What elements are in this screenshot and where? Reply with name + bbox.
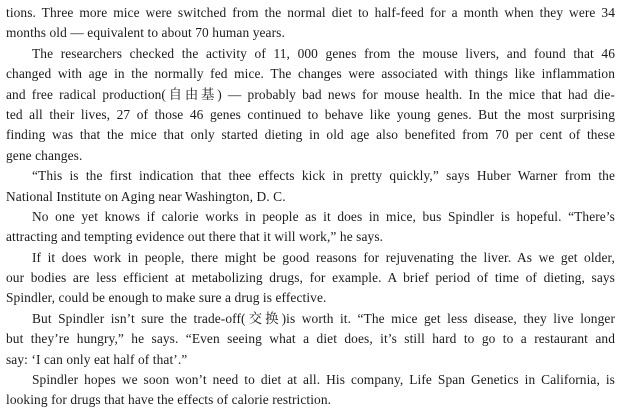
text-line: finding was that the mice that only started dieting in old age also benefited from 70 per cent of these bbox=[6, 127, 615, 143]
text-line: The researchers checked the activity of 11, 000 genes from the mouse livers, and found that 46 bbox=[32, 45, 615, 61]
text-line: looking for drugs that have the effects of calorie restriction. bbox=[6, 392, 332, 408]
text-line: our bodies are less efficient at metabolizing drugs, for example. A brief period of time of dieting, says bbox=[6, 270, 615, 286]
text-line: months old — equivalent to about 70 human years. bbox=[6, 25, 285, 41]
text-line: say: ‘I can only eat half of that’.” bbox=[6, 351, 188, 367]
text-line: and free radical production(自由基) — probably bad news for mouse health. In the mice that had die- bbox=[6, 86, 615, 102]
text-line: gene changes. bbox=[6, 147, 83, 163]
text-line: National Institute on Aging near Washington, D. C. bbox=[6, 188, 286, 204]
text-line: changed with age in the normally fed mice. The changes were associated with things like inflammation bbox=[6, 66, 615, 82]
text-line: If it does work in people, there might be good reasons for rejuvenating the liver. As we get older, bbox=[32, 249, 615, 265]
text-line: but they’re hungry,” he says. “Even seeing what a diet does, it’s still hard to go to a restaurant and bbox=[6, 331, 615, 347]
text-line: ted all their lives, 27 of those 46 genes continued to behave like young genes. But the most surprising bbox=[6, 106, 615, 122]
text-line: “This is the first indication that thee effects kick in pretty quickly,” says Huber Warner from the bbox=[32, 168, 615, 184]
text-line: attracting and tempting evidence out there that it will work,” he says. bbox=[6, 229, 384, 245]
text-line: But Spindler isn’t sure the trade-off(交换)is worth it. “The mice get less disease, they live longer bbox=[32, 310, 615, 326]
text-line: Spindler, could be enough to make sure a drug is effective. bbox=[6, 290, 327, 306]
text-line: No one yet knows if calorie works in people as it does in mice, bus Spindler is hopeful. “There’s bbox=[32, 208, 615, 224]
text-line: Spindler hopes we soon won’t need to diet at all. His company, Life Span Genetics in California, is bbox=[32, 372, 615, 388]
text-line: tions. Three more mice were switched from the normal diet to half-feed for a month when they were 34 bbox=[6, 5, 615, 20]
